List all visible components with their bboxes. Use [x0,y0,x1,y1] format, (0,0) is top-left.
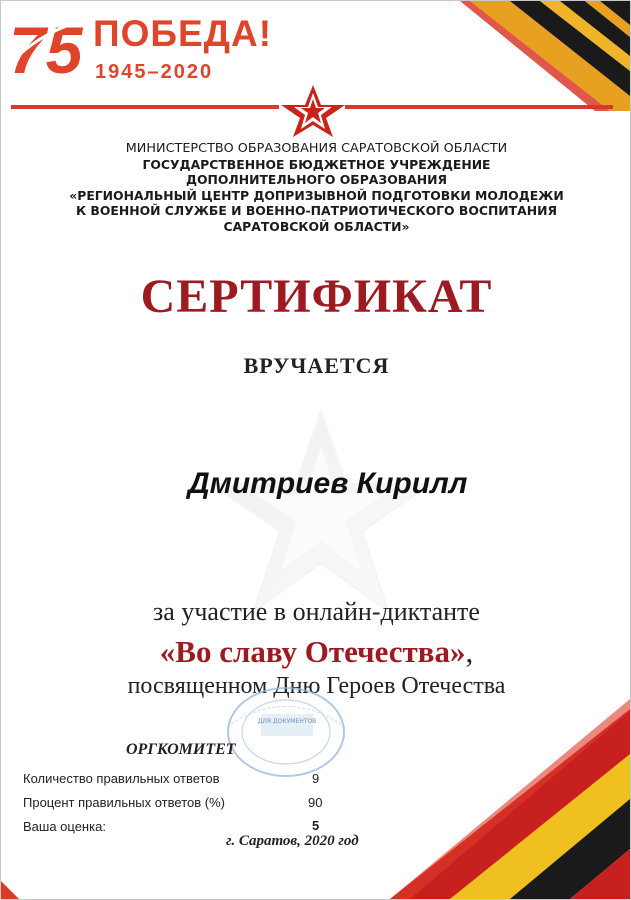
event-name: «Во славу Отечества» [159,634,466,669]
issuer-line-4: К ВОЕННОЙ СЛУЖБЕ И ВОЕННО-ПАТРИОТИЧЕСКОГО ВОСПИТАНИЯ [75,203,558,218]
event-punctuation: , [465,634,474,669]
issuer-line-2: ДОПОЛНИТЕЛЬНОГО ОБРАЗОВАНИЯ [185,172,448,187]
awarded-label: ВРУЧАЕТСЯ [243,353,390,378]
ministry-line: МИНИСТЕРСТВО ОБРАЗОВАНИЯ САРАТОВСКОЙ ОБЛАСТИ [125,141,508,156]
city-and-year: г. Саратов, 2020 год [226,833,359,849]
decorative-corner-bottom-left [1,869,31,899]
issuer-header [1,141,631,234]
decorative-ribbon-bottom [390,699,630,899]
red-star-icon [277,83,349,139]
recipient-name: Дмитриев Кирилл [188,467,468,500]
pobeda-years: 1945–2020 [95,61,214,83]
official-stamp [221,684,351,784]
st-george-ribbon-top [460,1,630,111]
organizing-committee: ОРГКОМИТЕТ [126,741,236,758]
issuer-line-5: САРАТОВСКОЙ ОБЛАСТИ» [223,218,410,234]
certificate-title: СЕРТИФИКАТ [140,270,493,323]
issuer-line-3: «РЕГИОНАЛЬНЫЙ ЦЕНТР ДОПРИЗЫВНОЙ ПОДГОТОВКИ МОЛОДЕЖИ [69,187,564,203]
pobeda-title: ПОБЕДА! [93,13,273,54]
stat-label-correct-percent: Процент правильных ответов (%) [23,795,225,810]
stat-value-correct-percent: 90 [308,795,323,810]
stamp-text: ДЛЯ ДОКУМЕНТОВ [257,718,317,725]
stat-value-grade: 5 [312,818,320,833]
logo-number: 75 [9,13,83,87]
event-dedication: посвященном Дню Героев Отечества [127,673,506,699]
event-name-line [1,634,631,670]
background-star-watermark [206,406,436,616]
logo-75-icon [7,7,85,87]
stat-label-correct-count: Количество правильных ответов [23,771,220,786]
stat-value-correct-count: 9 [312,771,320,786]
reason-text: за участие в онлайн-диктанте [153,597,480,626]
issuer-line-1: ГОСУДАРСТВЕННОЕ БЮДЖЕТНОЕ УЧРЕЖДЕНИЕ [142,156,491,172]
stat-label-grade: Ваша оценка: [23,819,106,834]
